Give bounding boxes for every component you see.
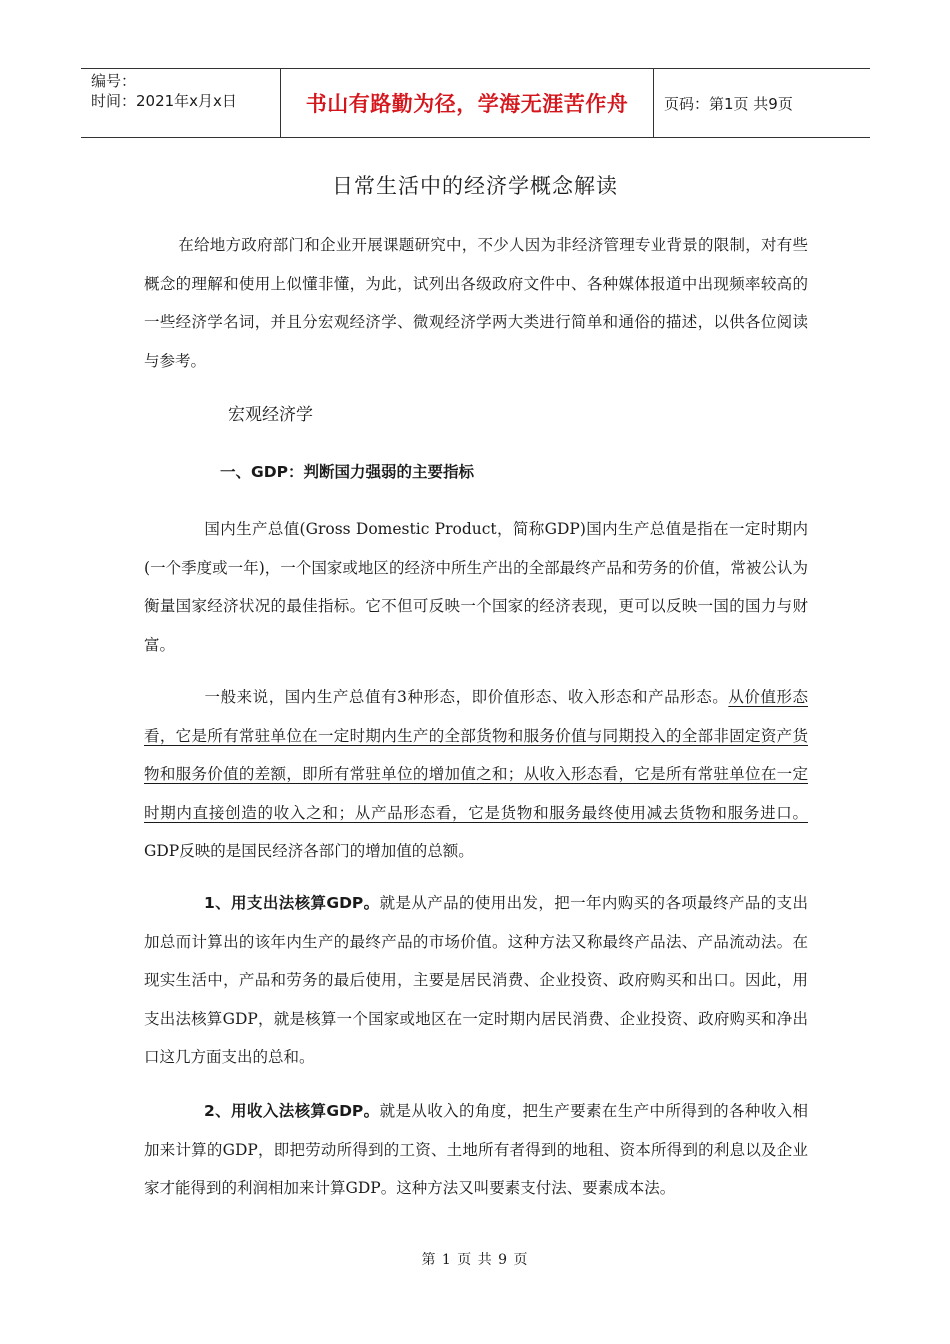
- date-line: 时间：2021年x月x日: [91, 92, 237, 110]
- intro-text: 在给地方政府部门和企业开展课题研究中，不少人因为非经济管理专业背景的限制，对有些概念的理解和使用上似懂非懂，为此，试列出各级政府文件中、各种媒体报道中出现频率较高的一些经济学名词，并且分宏观经济学、微观经济学两大类进行简单和通俗的描述，以供各位阅读与参考。: [144, 236, 808, 370]
- gdp-forms-lead: 一般来说，国内生产总值有3种形态，即价值形态、收入形态和产品形态。: [204, 688, 729, 706]
- intro-paragraph: [144, 226, 808, 380]
- page-footer: 第 1 页 共 9 页: [421, 1252, 529, 1268]
- income-method-paragraph: [144, 1092, 808, 1208]
- income-method-text: 就是从收入的角度，把生产要素在生产中所得到的各种收入相加来计算的GDP，即把劳动所得到的工资、土地所有者得到的地租、资本所得到的利息以及企业家才能得到的利润相加来计算GDP。这种方法又叫要素支付法、要素成本法。: [144, 1102, 808, 1197]
- expenditure-method-heading: 1、用支出法核算GDP。: [204, 894, 380, 912]
- serial-label: 编号：: [91, 72, 137, 90]
- gdp-forms-tail: GDP反映的是国民经济各部门的增加值的总额。: [144, 842, 474, 860]
- expenditure-method-paragraph: [144, 884, 808, 1077]
- document-header: [81, 68, 870, 138]
- gdp-definition-text: 国内生产总值(Gross Domestic Product，简称GDP)国内生产总值是指在一定时期内(一个季度或一年)，一个国家或地区的经济中所生产出的全部最终产品和劳务的价值，常被公认为衡量国家经济状况的最佳指标。它不但可反映一个国家的经济表现，更可以反映一国的国力与财富。: [144, 520, 808, 654]
- gdp-forms-paragraph: [144, 678, 808, 871]
- header-meta: [81, 69, 281, 137]
- document-title: 日常生活中的经济学概念解读: [332, 174, 618, 198]
- header-page-code: 页码：第1页 共9页: [664, 94, 793, 113]
- header-motto: 书山有路勤为径，学海无涯苦作舟: [281, 69, 654, 137]
- gdp-definition-paragraph: [144, 510, 808, 664]
- section-heading-macro: 宏观经济学: [228, 405, 313, 425]
- gdp-forms-underlined: 从价值形态看，它是所有常驻单位在一定时期内生产的全部货物和服务价值与同期投入的全部非固定资产货物和服务价值的差额，即所有常驻单位的增加值之和；从收入形态看，它是所有常驻单位在一定时期内直接创造的收入之和；从产品形态看，它是货物和服务最终使用减去货物和服务进口。: [144, 688, 808, 822]
- expenditure-method-text: 就是从产品的使用出发，把一年内购买的各项最终产品的支出加总而计算出的该年内生产的最终产品的市场价值。这种方法又称最终产品法、产品流动法。在现实生活中，产品和劳务的最后使用，主要是居民消费、企业投资、政府购买和出口。因此，用支出法核算GDP，就是核算一个国家或地区在一定时期内居民消费、企业投资、政府购买和净出口这几方面支出的总和。: [144, 894, 808, 1066]
- subsection-heading-gdp: 一、GDP：判断国力强弱的主要指标: [220, 463, 474, 481]
- income-method-heading: 2、用收入法核算GDP。: [204, 1102, 380, 1120]
